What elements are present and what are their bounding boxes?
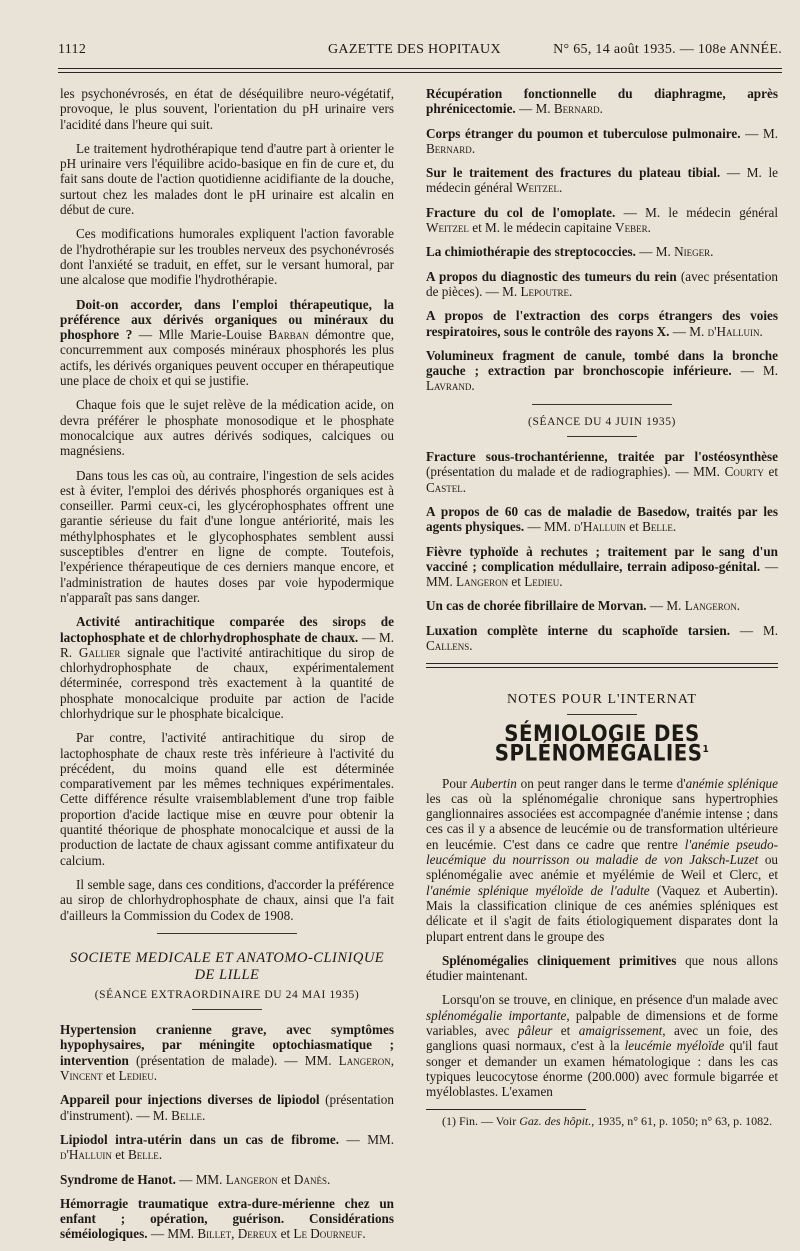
entry-phosphore: Doit-on accorder, dans l'emploi thérapeutique, la préférence aux dérivés organiques ou minéraux du phosphore ? — Mlle Marie-Louise Barban démontre que, concurremment aux composés minéraux phosphorés les plus actifs, les dérivés organiques peuvent occuper en thérapeutique une place de choix et qui se justifie. <box>60 296 395 389</box>
short-divider <box>567 714 637 715</box>
entry: Hémorragie traumatique extra-dure-mérienne chez un enfant ; opération, guérison. Considérations séméiologiques. — MM. Billet, Dereux et Le Dourneuf. <box>60 1195 394 1242</box>
page-number: 1112 <box>58 42 87 57</box>
entry: Un cas de chorée fibrillaire de Morvan. — M. Langeron. <box>426 598 741 614</box>
entry-title: Doit-on accorder, dans l'emploi thérapeutique, la préférence aux dérivés organiques ou minéraux du phosphore ? <box>60 296 394 343</box>
notes-heading: NOTES POUR L'INTERNAT <box>507 692 697 708</box>
paragraph: Par contre, l'activité antirachitique du sirop de lactophosphate de chaux reste très inférieure à l'activité du précédent, du moins quand elle est déterminée comparativement par les mêmes techniques expérimentales. Cette différence résulte vraisemblablement d'une trop faible proportion d'acide lactique mise en œuvre pour obtenir la quantité théorique de phosphate monocalcique et aussi de la production de lactate de chaux agissant comme antifixateur du calcium. <box>60 730 394 868</box>
entry: Sur le traitement des fractures du plateau tibial. — M. le médecin général Weitzel. <box>426 165 778 196</box>
entry: Récupération fonctionnelle du diaphragme, après phrénicectomie. — M. Bernard. <box>426 86 778 117</box>
paragraph: Le traitement hydrothérapique tend d'autre part à orienter le pH urinaire vers l'équilibre acido-basique en fin de cure et, du fait sans doute de l'action quotidienne acidifiante de la douche, surtout chez les malades dont le pH urinaire est alcalin en début de cure. <box>60 140 394 218</box>
entry: A propos de 60 cas de maladie de Basedow, traités par les agents physiques. — MM. d'Halluin et Belle. <box>426 503 778 535</box>
footnote: (1) Fin. — Voir Gaz. des hôpit., 1935, n° 61, p. 1050; n° 63, p. 1082. <box>442 1114 773 1129</box>
header-rule-2 <box>58 72 782 73</box>
paragraph: les psychonévrosés, en état de déséquilibre neuro-végétatif, provoque, le plus souvent, l'orientation du pH urinaire vers l'acidité dans l'heure qui suit. <box>60 86 394 132</box>
entry: Appareil pour injections diverses de lipiodol (présentation d'instrument). — M. Belle. <box>60 1092 394 1123</box>
entry: Hypertension cranienne grave, avec symptômes hypophysaires, par méningite optochiasmatique ; intervention (présentation de malade). — MM. Langeron, Vincent et Ledieu. <box>60 1022 394 1084</box>
author: Gallier <box>78 644 121 660</box>
short-divider <box>567 436 637 437</box>
entry: Splénomégalies cliniquement primitives que nous allons étudier maintenant. <box>426 952 778 984</box>
seance-line: (SÉANCE DU 4 JUIN 1935) <box>528 415 676 428</box>
entry: A propos du diagnostic des tumeurs du rein (avec présentation de pièces). — M. Lepoutre. <box>426 268 779 299</box>
entry: Corps étranger du poumon et tuberculose pulmonaire. — M. Bernard. <box>426 125 778 156</box>
right-column <box>426 86 778 1137</box>
entry: Volumineux fragment de canule, tombé dans la bronche gauche ; extraction par bronchoscopie inférieure. — M. Lavrand. <box>426 347 779 394</box>
double-divider <box>426 663 778 668</box>
paragraph: Chaque fois que le sujet relève de la médication acide, on devra préférer le phosphate monosodique et le phosphate monocalcique aux autres dérivés sodiques, calciques ou magnésiens. <box>60 397 394 459</box>
paragraph: Ces modifications humorales expliquent l'action favorable de l'hydrothérapie sur les troubles nerveux des psychonévrosés dont l'anxiété se traduit, en effet, sur le versant humoral, par une alcalose que modifie l'hydrothérapie. <box>60 226 394 288</box>
left-column <box>60 86 394 1251</box>
seance-line: (SÉANCE EXTRAORDINAIRE DU 24 MAI 1935) <box>94 988 360 1001</box>
entry: Lipiodol intra-utérin dans un cas de fibrome. — MM. d'Halluin et Belle. <box>60 1131 394 1163</box>
paragraph: Il semble sage, dans ces conditions, d'accorder la préférence au sirop de chlorhydrophosphate de chaux, ainsi que l'a fait d'ailleurs la Commission du Codex de 1908. <box>60 876 394 923</box>
entry: Syndrome de Hanot. — MM. Langeron et Danès. <box>60 1171 331 1187</box>
author: Barban <box>268 327 309 343</box>
journal-title: GAZETTE DES HOPITAUX <box>328 42 501 57</box>
page-header <box>58 40 782 62</box>
entry: Fracture sous-trochantérienne, traitée par l'ostéosynthèse (présentation du malade et de radiographies). — MM. Courty et Castel. <box>426 449 778 495</box>
footnote-rule <box>426 1109 586 1110</box>
society-heading: SOCIETE MEDICALE ET ANATOMO-CLINIQUE DE LILLE <box>69 949 385 983</box>
issue-info: N° 65, 14 août 1935. — 108e ANNÉE. <box>553 42 782 57</box>
article-title: SÉMIOLOGIE DES SPLÉNOMÉGALIES$^1$ <box>494 721 710 767</box>
entry: La chimiothérapie des streptococcies. — M. Nieger. <box>426 244 714 260</box>
paragraph: Dans tous les cas où, au contraire, l'ingestion de sels acides est à éviter, l'emploi des dérivés phosphorés organiques est à conseiller. Parmi ceux-ci, les glycérophosphates offrent une garantie sérieuse du fait d'une longue antériorité, mais les méthylphosphates et le glycophosphates semblent aussi susceptibles d'entrer en ligne de compte. Toutefois, l'expérience thérapeutique de ces derniers manque encore, et l'administration de hautes doses par voie hypodermique n'apparaît pas sans danger. <box>60 467 394 605</box>
paragraph: Lorsqu'on se trouve, en clinique, en présence d'un malade avec splénomégalie importante, palpable de dimensions et de forme variables, avec pâleur et amaigrissement, avec un foie, des ganglions quasi normaux, c'est à la leucémie myéloïde qu'il faut songer et demander un examen hématologique : dans les cas typiques leucocytose énorme (200.000) avec formule bigarrée et myéloblastes. L'examen <box>426 992 778 1100</box>
entry: Luxation complète interne du scaphoïde tarsien. — M. Callens. <box>426 622 778 654</box>
section-divider <box>532 404 672 405</box>
entry: Fracture du col de l'omoplate. — M. le médecin général Weitzel et M. le médecin capitaine Veber. <box>426 204 778 236</box>
entry: Fièvre typhoïde à rechutes ; traitement par le sang d'un vacciné ; complication médullaire, terrain adiposo-génital. — MM. Langeron et Ledieu. <box>426 543 779 590</box>
entry-antirachitique: Activité antirachitique comparée des sirops de lactophosphate et de chlorhydrophosphate de chaux. — M. R. Gallier signale que l'activité antirachitique du sirop de chlorhydrophosphate de chaux, expérimentalement déterminée, correspond très exactement à la quantité de phosphate monocalcique produite par action de l'acide chlorhydrique sur le phosphate bicalcique. <box>60 614 394 721</box>
paragraph: Pour Aubertin on peut ranger dans le terme d'anémie splénique les cas où la splénomégalie chronique sans hypertrophies ganglionnaires associées est accompagnée d'anémie intense ; dans ces cas il y a absence de leucémie ou de transformation ultérieure en leucémie. C'est dans ce cadre que rentre l'anémie pseudo-leucémique du nourrisson ou maladie de von Jaksch-Luzet ou splénomégalie avec anémie et myélémie de Weil et Clerc, et l'anémie splénique myéloïde de l'adulte (Vaquez et Aubertin). Mais la classification clinique de ces anémies spléniques est délicate et il s'agit de faits étiologiquement disparates dont la plupart entrent dans le groupe des <box>426 775 779 944</box>
entry: A propos de l'extraction des corps étrangers des voies respiratoires, sous le contrôle des rayons X. — M. d'Halluin. <box>426 308 778 339</box>
section-divider <box>157 933 297 934</box>
short-divider <box>192 1009 262 1010</box>
header-rule <box>58 68 782 69</box>
entry-title: Activité antirachitique comparée des sirops de lactophosphate et de chlorhydrophosphate de chaux. <box>60 614 394 645</box>
